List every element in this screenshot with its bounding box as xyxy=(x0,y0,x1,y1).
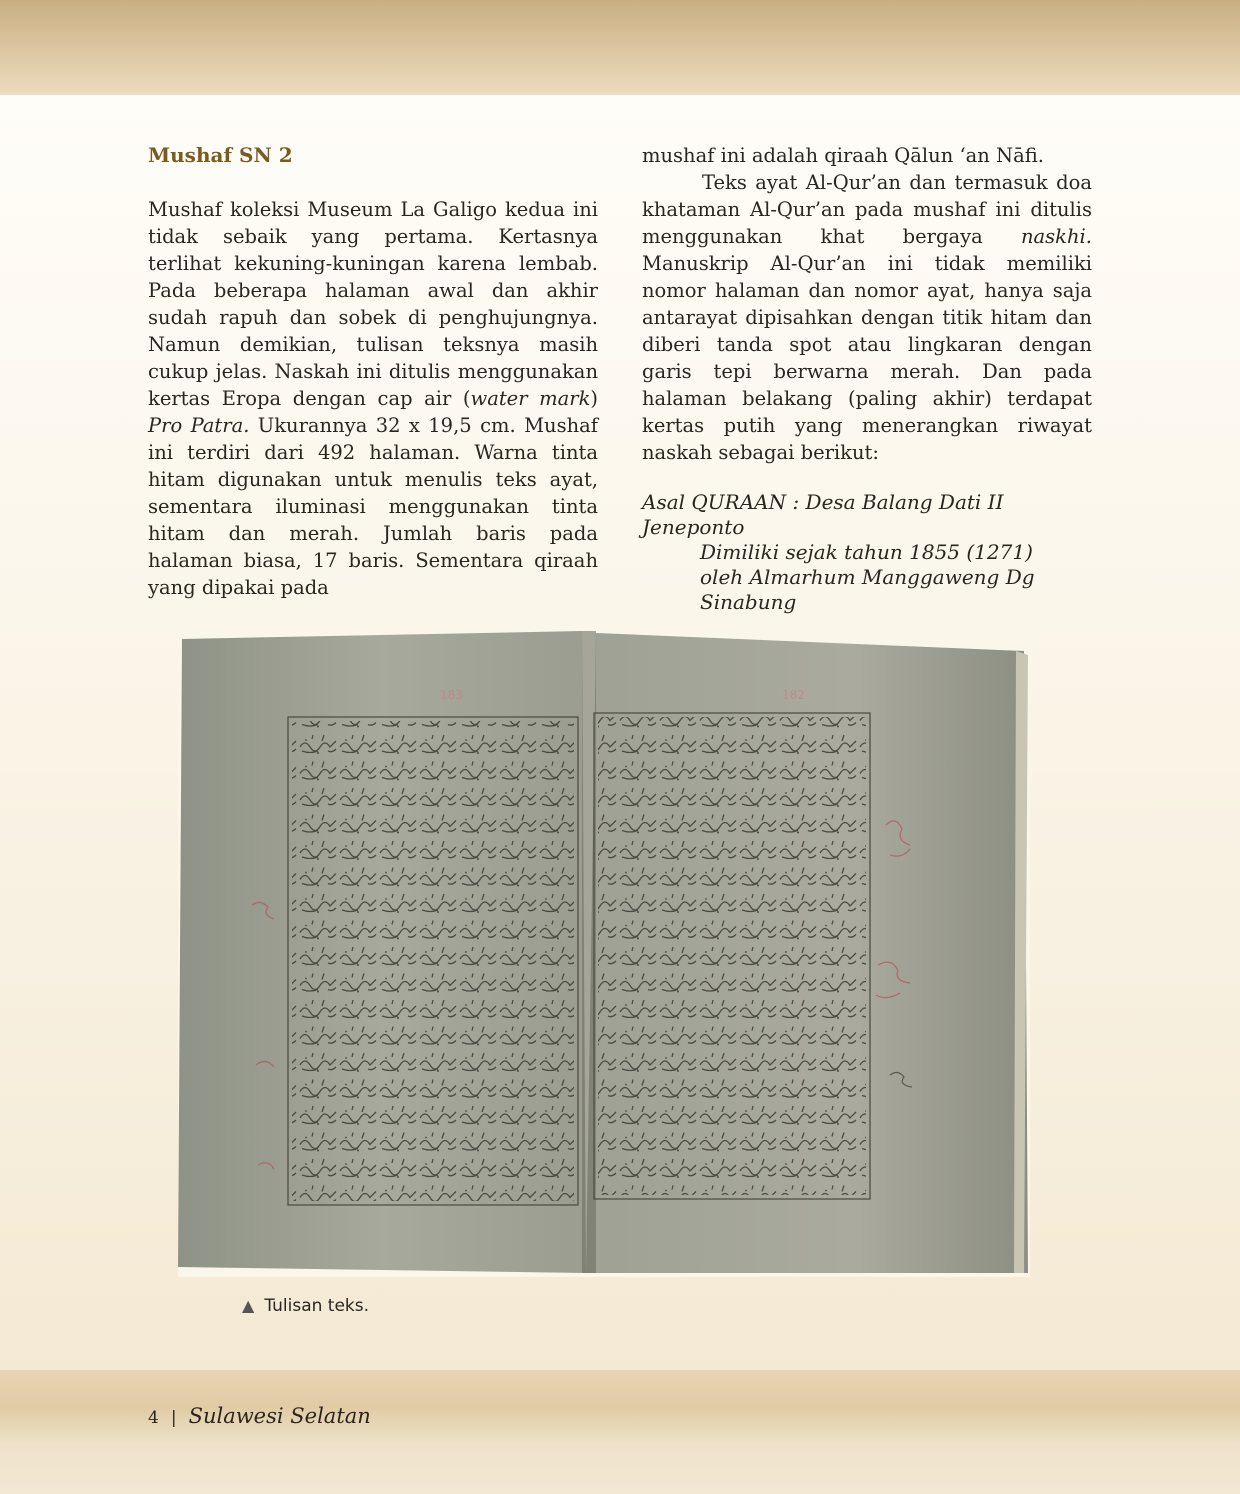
italic-term: water mark xyxy=(470,387,591,410)
torn-paper-top xyxy=(0,0,1240,110)
provenance-quote xyxy=(642,490,1092,615)
page-number: 4 xyxy=(148,1408,159,1428)
left-column xyxy=(148,142,598,601)
quote-line: Asal QURAAN : Desa Balang Dati II Jeneponto xyxy=(642,490,1004,539)
figure-caption xyxy=(242,1296,369,1316)
manuscript-page-number-left: 183 xyxy=(440,688,463,702)
body-paragraph xyxy=(642,169,1092,466)
quote-line: oleh Almarhum Manggaweng Dg xyxy=(700,565,1035,589)
body-paragraph xyxy=(148,196,598,601)
footer-separator: | xyxy=(170,1408,177,1428)
continuation-paragraph: mushaf ini adalah qiraah Qālun ‘an Nāfi. xyxy=(642,144,1044,167)
paragraph-text: Teks ayat Al-Qur’an dan termasuk doa khataman Al-Qur’an pada mushaf ini ditulis menggunakan khat bergaya xyxy=(642,171,1092,248)
page-footer xyxy=(148,1404,371,1428)
paragraph-text: Mushaf koleksi Museum La Galigo kedua ini tidak sebaik yang pertama. Kertasnya terlihat kekuning-kuningan karena lembab. Pada beberapa halaman awal dan akhir sudah rapuh dan sobek di penghujungnya. Namun demikian, tulisan teksnya masih cukup jelas. Naskah ini ditulis menggunakan kertas Eropa dengan cap air ( xyxy=(148,198,598,410)
italic-term: Pro Patra. xyxy=(148,414,250,437)
quote-line: Sinabung xyxy=(700,590,797,614)
italic-term: naskhi. xyxy=(1020,225,1092,248)
torn-paper-bottom xyxy=(0,1370,1240,1494)
manuscript-photo xyxy=(178,625,1030,1277)
paragraph-text: Manuskrip Al-Qur’an ini tidak memiliki nomor halaman dan nomor ayat, hanya saja antarayat dipisahkan dengan titik hitam dan diberi tanda spot atau lingkaran dengan garis tepi berwarna merah. Dan pada halaman belakang (paling akhir) terdapat kertas putih yang menerangkan riwayat naskah sebagai berikut: xyxy=(642,252,1092,464)
paragraph-text: Ukurannya 32 x 19,5 cm. Mushaf ini terdiri dari 492 halaman. Warna tinta hitam digunakan untuk menulis teks ayat, sementara iluminasi menggunakan tinta hitam dan merah. Jumlah baris pada halaman biasa, 17 baris. Sementara qiraah yang dipakai pada xyxy=(148,414,599,599)
paragraph-text: ) xyxy=(590,387,598,410)
quote-line: Dimiliki sejak tahun 1855 (1271) xyxy=(700,540,1033,564)
triangle-up-icon: ▲ xyxy=(242,1296,255,1315)
caption-text: Tulisan teks. xyxy=(264,1296,370,1316)
section-heading: Mushaf SN 2 xyxy=(148,143,293,167)
manuscript-page-number-right: 182 xyxy=(782,688,805,702)
book-title: Sulawesi Selatan xyxy=(188,1404,371,1428)
right-column xyxy=(642,142,1092,615)
